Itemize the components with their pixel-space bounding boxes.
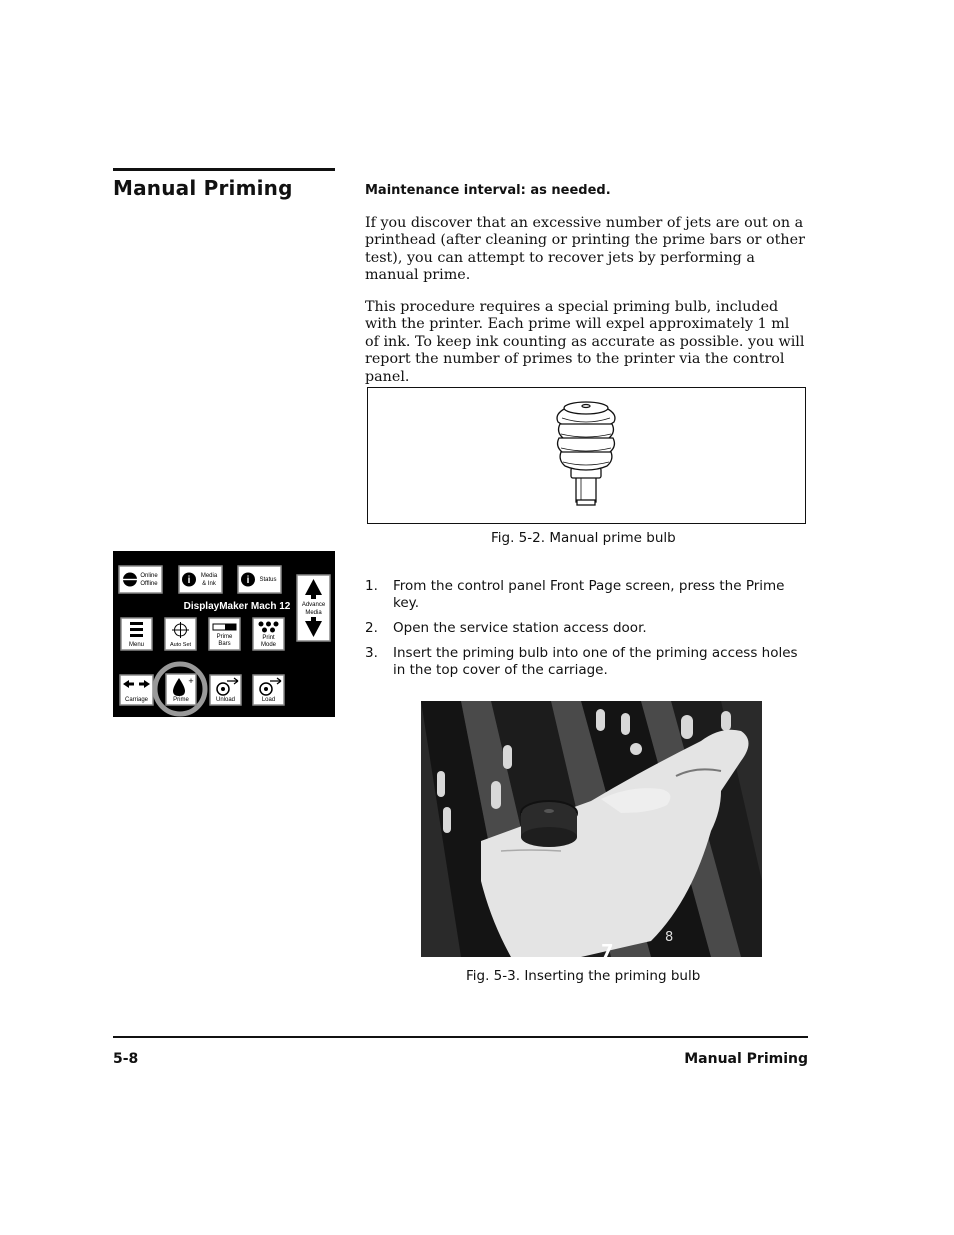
- step-item: [365, 620, 805, 637]
- advance-media-key[interactable]: [297, 575, 330, 641]
- print-label: Print: [262, 635, 275, 641]
- online-label: Online: [140, 573, 158, 579]
- step-number: 2.: [365, 620, 378, 636]
- media-ink-key[interactable]: [179, 566, 222, 593]
- section-title: Manual Priming: [113, 176, 293, 200]
- step-number: 3.: [365, 645, 378, 661]
- menu-key[interactable]: [121, 618, 152, 650]
- mode-label: Mode: [260, 642, 277, 648]
- photo-number-8: 8: [665, 930, 674, 945]
- svg-text:i: i: [187, 575, 191, 586]
- load-label: Load: [261, 697, 276, 703]
- bulb-figure: [367, 387, 806, 524]
- hand-inserting-bulb-photo: [421, 701, 762, 957]
- procedure-steps: [365, 578, 805, 687]
- online-offline-key[interactable]: [119, 566, 162, 593]
- prime-key[interactable]: [155, 664, 205, 714]
- svg-text:+: +: [188, 676, 194, 686]
- footer-section-name: Manual Priming: [684, 1051, 808, 1067]
- control-panel-illustration: [113, 551, 335, 717]
- step-text: Open the service station access door.: [393, 620, 647, 636]
- media-label-adv: Media: [305, 610, 322, 616]
- maintenance-interval: Maintenance interval: as needed.: [365, 183, 611, 198]
- print-mode-key[interactable]: [253, 618, 284, 650]
- footer-rule: [113, 1036, 808, 1038]
- media-label: Media: [200, 573, 218, 579]
- step-text: Insert the priming bulb into one of the priming access holes in the top cover of the carriage.: [393, 645, 798, 678]
- bulb-paragraph: This procedure requires a special priming bulb, included with the printer. Each prime will expel approximately 1 ml of ink. To keep ink counting as accurate as possible. you will report the number of primes to the printer via the control panel.: [365, 299, 805, 385]
- prime-bars-key[interactable]: [209, 618, 240, 650]
- auto-set-label: Auto Set: [169, 642, 192, 648]
- status-label: Status: [259, 577, 277, 583]
- offline-label: Offline: [140, 581, 158, 587]
- carriage-key[interactable]: [120, 675, 153, 705]
- section-rule: [113, 168, 335, 171]
- priming-bulb-illustration: [368, 388, 805, 523]
- load-key[interactable]: [253, 675, 284, 705]
- advance-label: Advance: [301, 602, 326, 608]
- priming-photo: [421, 701, 762, 957]
- bulb-caption: Fig. 5-2. Manual prime bulb: [491, 530, 676, 546]
- unload-key[interactable]: [210, 675, 241, 705]
- menu-icon: [130, 622, 143, 625]
- carriage-label: Carriage: [124, 697, 149, 703]
- menu-label: Menu: [128, 642, 145, 648]
- bars-label: Bars: [218, 641, 231, 647]
- prime-label: Prime: [173, 697, 189, 703]
- ink-label: & Ink: [202, 581, 216, 587]
- control-panel: [113, 551, 335, 717]
- photo-number-7: 7: [601, 941, 614, 957]
- photo-caption: Fig. 5-3. Inserting the priming bulb: [466, 968, 701, 984]
- panel-title: DisplayMaker Mach 12: [183, 601, 291, 612]
- auto-set-key[interactable]: [165, 618, 196, 650]
- status-key[interactable]: [238, 566, 281, 593]
- intro-paragraph: If you discover that an excessive number of jets are out on a printhead (after cleaning or printing the prime bars or other test), you can attempt to recover jets by performing a manual prime.: [365, 215, 805, 284]
- step-item: [365, 645, 805, 679]
- step-number: 1.: [365, 578, 378, 594]
- page-number: 5-8: [113, 1051, 139, 1067]
- prime-label-bars: Prime: [216, 634, 233, 640]
- svg-text:i: i: [246, 575, 250, 586]
- unload-label: Unload: [215, 697, 236, 703]
- step-text: From the control panel Front Page screen, press the Prime key.: [393, 578, 785, 611]
- step-item: [365, 578, 805, 612]
